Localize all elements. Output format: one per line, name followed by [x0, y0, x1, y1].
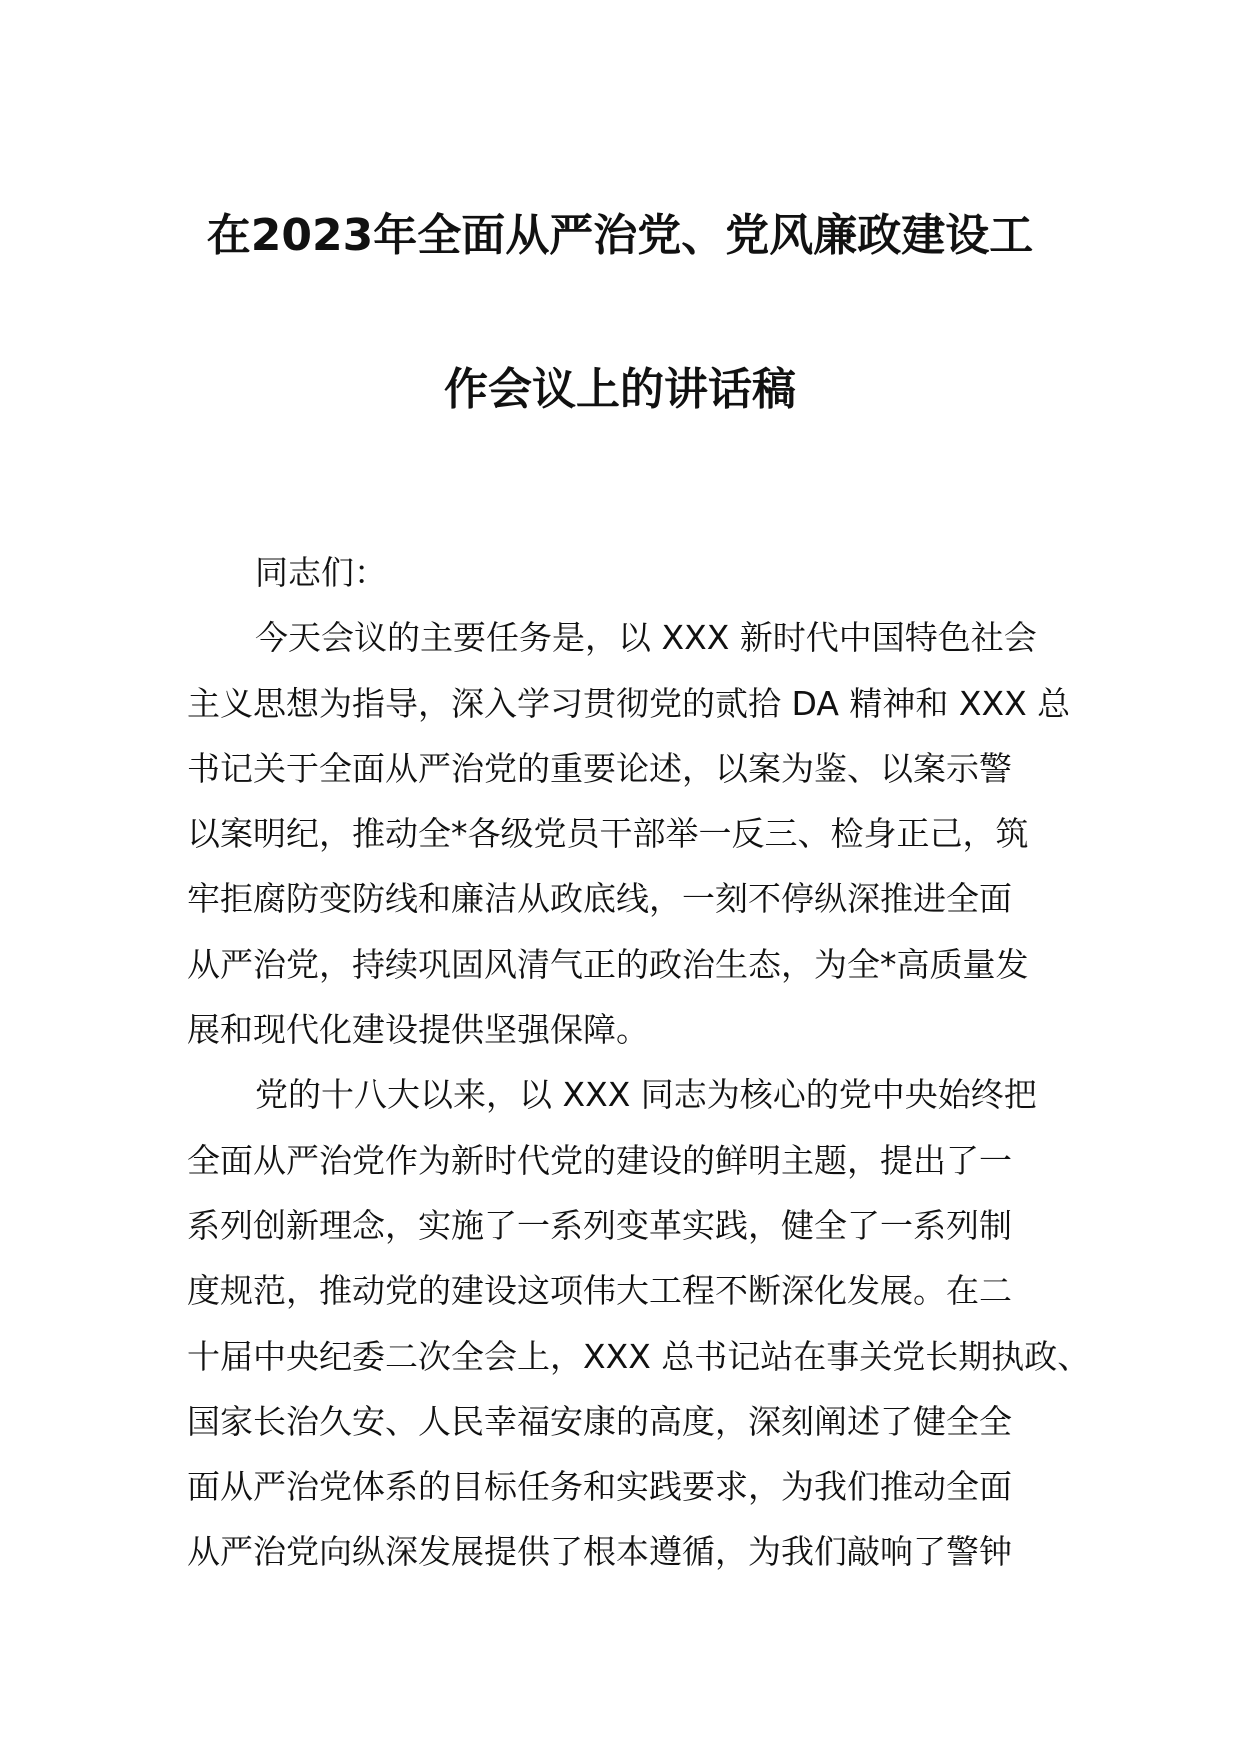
body-line: 度规范，推动党的建设这项伟大工程不断深化发展。在二: [187, 1271, 1012, 1311]
body-line: 从严治党，持续巩固风清气正的政治生态，为全*高质量发: [187, 944, 1029, 984]
document-body: [187, 540, 1091, 1585]
body-line: 全面从严治党作为新时代党的建设的鲜明主题，提出了一: [187, 1140, 1012, 1180]
body-line: 今天会议的主要任务是，以 XXX 新时代中国特色社会: [255, 618, 1037, 658]
body-line: 系列创新理念，实施了一系列变革实践，健全了一系列制: [187, 1205, 1012, 1245]
body-line: 面从严治党体系的目标任务和实践要求，为我们推动全面: [187, 1467, 1012, 1507]
body-line: 展和现代化建设提供坚强保障。: [187, 1010, 649, 1050]
document-title-line-2: 作会议上的讲话稿: [444, 364, 796, 415]
body-line: 书记关于全面从严治党的重要论述，以案为鉴、以案示警: [187, 748, 1012, 788]
body-line: 党的十八大以来，以 XXX 同志为核心的党中央始终把: [255, 1075, 1037, 1115]
body-line: 主义思想为指导，深入学习贯彻党的贰拾 DA 精神和 XXX 总: [187, 683, 1071, 723]
body-line: 从严治党向纵深发展提供了根本遵循，为我们敲响了警钟: [187, 1532, 1012, 1572]
body-line: 以案明纪，推动全*各级党员干部举一反三、检身正己，筑: [187, 814, 1029, 854]
body-line: 十届中央纪委二次全会上，XXX 总书记站在事关党长期执政、: [187, 1336, 1091, 1376]
document-title-line-1: 在2023年全面从严治党、党风廉政建设工: [206, 210, 1034, 261]
body-line: 同志们：: [255, 553, 387, 592]
body-line: 牢拒腐防变防线和廉洁从政底线，一刻不停纵深推进全面: [187, 879, 1012, 919]
body-line: 国家长治久安、人民幸福安康的高度，深刻阐述了健全全: [187, 1401, 1012, 1441]
